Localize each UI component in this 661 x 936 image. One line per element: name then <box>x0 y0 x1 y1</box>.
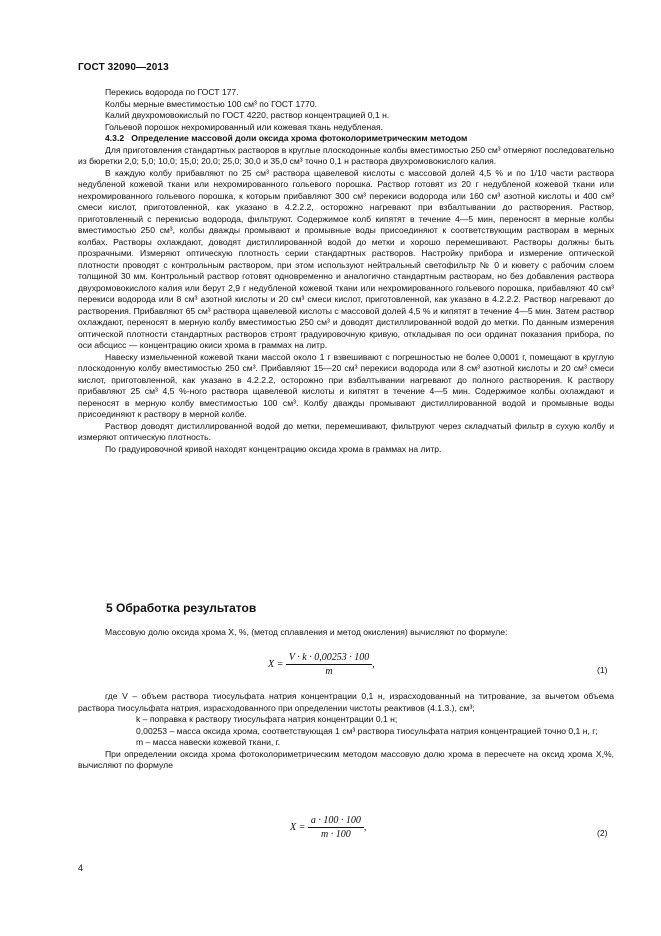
subsection-number: 4.3.2 <box>105 133 125 143</box>
definitions <box>78 691 614 772</box>
paragraph: Раствор доводят дистиллированной водой до метки, перемешивают, фильтруют через складчатый фильтр в сухую колбу и измеряют оптическую плотность. <box>78 420 614 442</box>
subsection-heading <box>78 133 614 145</box>
paragraph: При определении оксида хрома фотоколориметрическим методом массовую долю хрома в пересчете на оксид хрома X,%, вычисляют по формуле <box>78 748 614 770</box>
formula-fraction <box>286 652 372 677</box>
formula-tail: , <box>363 821 367 833</box>
formula-numerator: a · 100 · 100 <box>308 815 364 828</box>
page-number: 4 <box>78 863 84 873</box>
definition-k: k – поправка к раствору тиосульфата натрия концентрации 0,1 н; <box>136 714 398 724</box>
paragraph: В каждую колбу прибавляют по 25 см³ раствора щавелевой кислоты с массовой долей 4,5 % и по 1/10 части раствора недубленой кожевой ткани или нехромированного гольевого порошка. Раствор готовят из 20 г недубленой кожевой ткани или нехромированного гольевого порошка, к которым прибавляют 300 см³ перекиси водорода или 160 см³ азотной кислоты и 400 см³ смеси кислот, приготовленной, как указано в 4.2.2.2, осторожно нагревают при взбалтывании до растворения. Раствор, приготовленный с перекисью водорода, фильтруют. Содержимое колб кипятят в течение 4—5 мин, переносят в мерные колбы вместимостью 250 см³, колбы дважды промывают и промывные воды присоединяют к соответствующим растворам в мерных колбах. Растворы охлаждают, доводят дистиллированной водой до метки и хорошо перемешивают. Растворы должны быть прозрачными. Измеряют оптическую плотность серии стандартных растворов. Настройку прибора и измерение оптической плотности проводят с контрольным раствором, при этом используют нейтральный светофильтр № 0 и кювету с рабочим слоем толщиной 30 мм. Контрольный раствор готовят одновременно и аналогично стандартным растворам, но без добавления раствора двухромовокислого калия или берут 2,9 г недубленой кожевой ткани или нехромированного гольевого порошка, прибавляют 40 см³ перекиси водорода или 8 см³ азотной кислоты и 20 см³ смеси кислот, приготовленной, как указано в 4.2.2.2. Раствор нагревают до растворения. Прибавляют 65 см³ раствора щавелевой кислоты с массовой долей 4,5 % и кипятят в течение 4—5 мин. Затем раствор охлаждают, переносят в мерную колбу вместимостью 250 см³ и доводят дистиллированной водой до метки. По данным измерения оптической плотности стандартных растворов строят градуировочную кривую, откладывая по оси ординат показания прибора, по оси абсцисс — концентрацию окиси хрома в граммах на литр. <box>78 167 614 350</box>
formula-fraction <box>308 815 364 840</box>
equation-number: (1) <box>597 665 608 675</box>
paragraph: Навеску измельченной кожевой ткани массой около 1 г взвешивают с погрешностью не более 0,0001 г, помещают в круглую плоскодонную колбу вместимостью 250 см³. Прибавляют 15—20 см³ перекиси водорода или 8 см³ азотной кислоты и 20 см³ смеси кислот, приготовленной, как указано в 4.2.2.2, осторожно при взбалтывании нагревают до полного растворения. К раствору прибавляют 25 см³ 4,5 %-ного раствора щавелевой кислоты и кипятят в течение 4—5 мин. Содержимое колбы охлаждают и переносят в мерную колбу вместимостью 100 см³. Колбу дважды промывают дистиллированной водой и промывные воды присоединяют к раствору в мерной колбе. <box>78 351 614 419</box>
results-body <box>78 627 614 639</box>
paragraph: По градуировочной кривой находят концентрацию оксида хрома в граммах на литр. <box>105 443 442 454</box>
formula-tail: , <box>372 658 375 670</box>
paragraph: Массовую долю оксида хрома X, %, (метод сплавления и метод окисления) вычисляют по формуле: <box>105 627 508 637</box>
formula-lhs: X = <box>290 821 306 833</box>
paragraph: Для приготовления стандартных растворов в круглые плоскодонные колбы вместимостью 250 см³ отмеряют последовательно из бюретки 2,0; 5,0; 10,0; 15,0; 20,0; 25,0; 30,0 и 35,0 см³ точно 0,1 н раствора двухромовокислого калия. <box>78 144 614 166</box>
equation-number: (2) <box>597 828 608 838</box>
formula-numerator: V · k · 0,00253 · 100 <box>286 652 372 665</box>
reagent-line: Колбы мерные вместимостью 100 см³ по ГОСТ 1770. <box>105 98 317 109</box>
formula-denominator: m <box>325 666 333 677</box>
section-heading: 5 Обработка результатов <box>106 601 257 615</box>
formula-lhs: X = <box>268 658 284 670</box>
formula-2 <box>290 815 366 840</box>
document-body <box>78 87 614 455</box>
formula-1 <box>268 652 375 677</box>
reagent-line: Гольевой порошок нехромированный или кожевая ткань недубленая. <box>105 121 384 132</box>
reagent-line: Перекись водорода по ГОСТ 177. <box>105 87 239 97</box>
definition-m: m – масса навески кожевой ткани, г. <box>136 737 281 747</box>
formula-denominator: m · 100 <box>320 829 351 840</box>
subsection-title: Определение массовой доли оксида хрома фотоколориметрическим методом <box>131 133 468 143</box>
definition-constant: 0,00253 – масса оксида хрома, соответствующая 1 см³ раствора тиосульфата натрия концентрацией точно 0,1 н, г; <box>136 725 598 736</box>
document-header: ГОСТ 32090—2013 <box>78 62 169 73</box>
reagent-line: Калий двухромовокислый по ГОСТ 4220, раствор концентрацией 0,1 н. <box>105 110 390 120</box>
definition-v: где V – объем раствора тиосульфата натрия концентрации 0,1 н, израсходованный на титрование, за вычетом объема раствора тиосульфата натрия, израсходованного при определении чистоты реактивов (4.1.3.), см³; <box>78 691 614 713</box>
